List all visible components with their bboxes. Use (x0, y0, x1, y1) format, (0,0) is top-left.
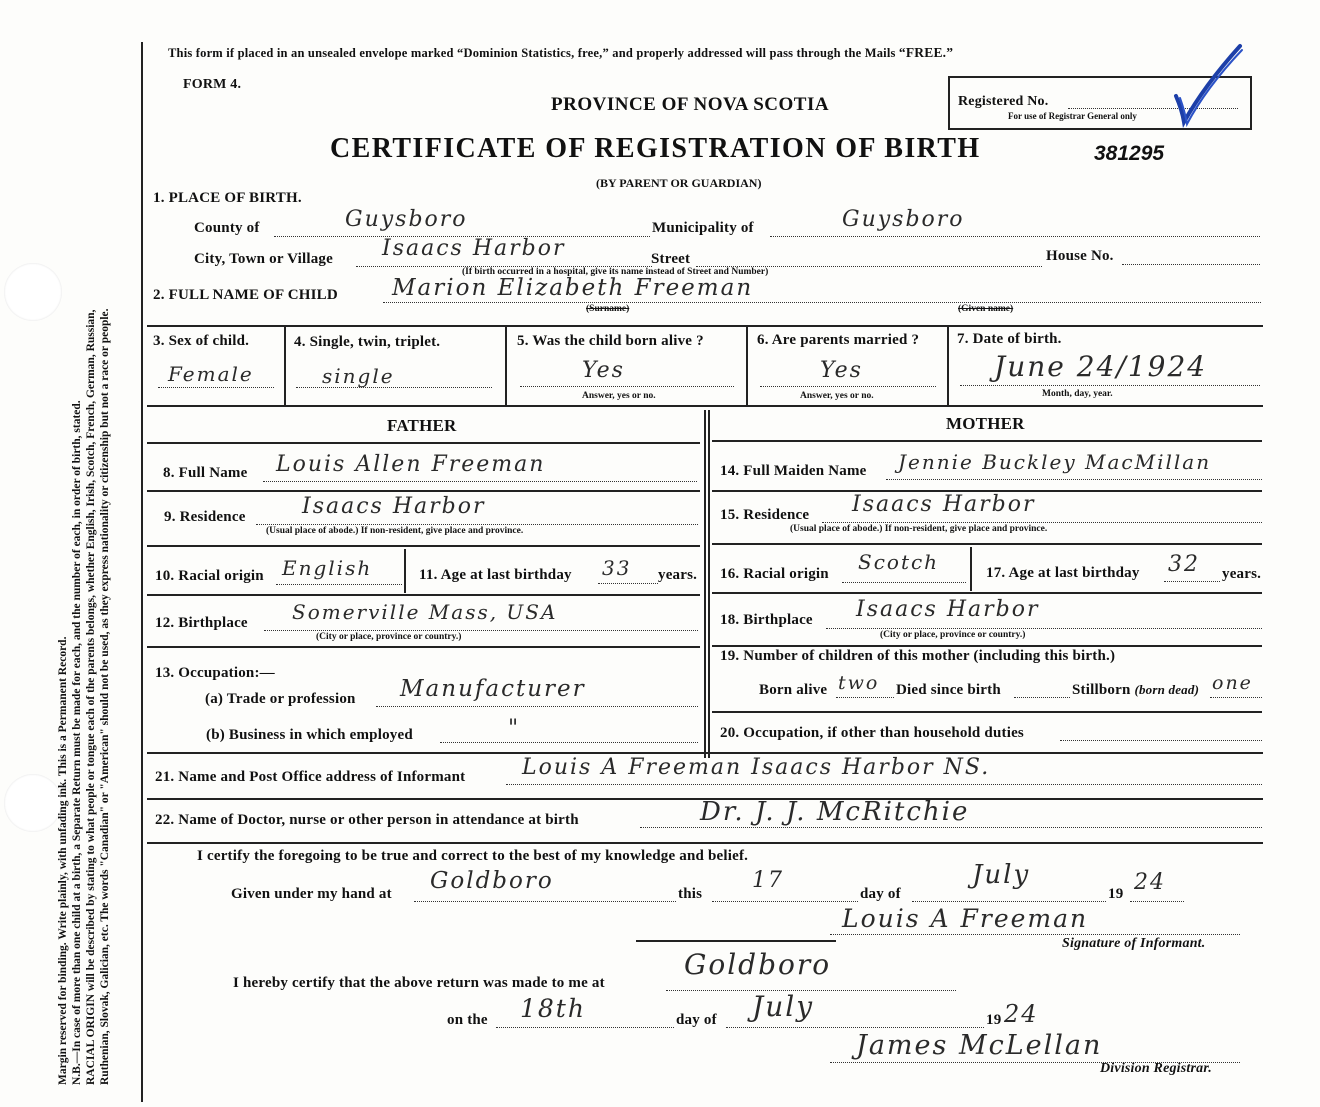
signature-dots (830, 934, 1240, 935)
child-name-dots (383, 302, 1261, 303)
stillborn-dots (1210, 697, 1262, 698)
given-label: Given under my hand at (231, 886, 392, 902)
informant-dots (506, 784, 1262, 785)
mother-birthplace-dots (826, 628, 1262, 629)
place-heading: 1. PLACE OF BIRTH. (153, 190, 302, 206)
died-dots (1014, 697, 1070, 698)
alive-value: Yes (582, 358, 625, 383)
stillborn-label (1072, 682, 1199, 699)
mother-racial-div (970, 547, 972, 591)
year-dots (1130, 901, 1184, 902)
street-label: Street (651, 251, 691, 267)
married-value: Yes (820, 358, 863, 383)
born-alive-label: Born alive (759, 682, 828, 698)
left-border (141, 42, 143, 1102)
sex-value: Female (168, 362, 254, 386)
father-birthplace-value: Somerville Mass, USA (292, 600, 558, 624)
mother-age-value: 32 (1168, 552, 1200, 577)
father-residence-label: 9. Residence (164, 509, 246, 525)
born-alive-value: two (838, 672, 880, 694)
row-3-top (147, 325, 1263, 327)
given-day-dots (712, 901, 858, 902)
father-name-label: 8. Full Name (163, 465, 248, 481)
business-label: (b) Business in which employed (206, 727, 413, 743)
father-heading: FATHER (387, 416, 457, 435)
given-place-dots (414, 901, 676, 902)
certify-statement: I certify the foregoing to be true and correct to the best of my knowledge and belief. (197, 848, 749, 864)
informant-signature: Louis A Freeman (842, 904, 1089, 933)
mother-occupation-label: 20. Occupation, if other than household duties (720, 725, 1024, 741)
registrar-month-value: July (752, 990, 815, 1023)
given-place-value: Goldboro (430, 868, 554, 894)
mother-residence-label: 15. Residence (720, 507, 810, 523)
mother-racial-dots (842, 582, 966, 583)
business-dots (440, 742, 698, 743)
mother-name-value: Jennie Buckley MacMillan (898, 450, 1212, 474)
father-age-dots (598, 583, 658, 584)
dob-note: Month, day, year. (1042, 389, 1113, 399)
mother-age-label: 17. Age at last birthday (986, 565, 1140, 581)
informant-rule-bottom (147, 842, 1263, 844)
day-of-label: day of (860, 886, 901, 902)
informant-label: 21. Name and Post Office address of Informant (155, 769, 466, 785)
father-racial-dots (276, 584, 402, 585)
row-3-bottom (147, 405, 1263, 407)
page-subtitle: (BY PARENT OR GUARDIAN) (596, 176, 762, 190)
mother-rule-4 (712, 592, 1262, 594)
dob-label: 7. Date of birth. (957, 331, 1062, 347)
hospital-note: (If birth occurred in a hospital, give its name instead of Street and Number) (462, 267, 769, 277)
county-label: County of (194, 220, 260, 236)
mother-residence-dots (822, 522, 1262, 523)
married-dots (760, 386, 936, 387)
mother-rule-5 (712, 645, 1262, 647)
doctor-value: Dr. J. J. McRitchie (700, 797, 970, 827)
registrar-divider (636, 940, 836, 942)
father-racial-label: 10. Racial origin (155, 568, 264, 584)
row-3-div-4 (947, 325, 949, 405)
sex-label: 3. Sex of child. (153, 333, 250, 349)
father-rule-4 (147, 594, 700, 596)
registrar-day-value: 18th (520, 994, 586, 1023)
given-note: (Given name) (958, 304, 1014, 314)
year-prefix: 19 (1108, 886, 1124, 902)
registrar-place-value: Goldboro (684, 948, 832, 981)
county-value: Guysboro (345, 207, 468, 232)
father-rule-2 (147, 490, 700, 492)
alive-label: 5. Was the child born alive ? (517, 333, 704, 349)
on-the-label: on the (447, 1012, 488, 1028)
father-racial-value: English (282, 556, 373, 580)
registrar-year-prefix: 19 (986, 1012, 1002, 1028)
mother-residence-note: (Usual place of abode.) If non-resident, give place and province. (790, 524, 1048, 534)
municipality-dots (770, 236, 1260, 237)
signature-caption: Signature of Informant. (1062, 936, 1206, 951)
center-divider (704, 410, 706, 758)
registrar-statement: I hereby certify that the above return was made to me at (233, 975, 605, 991)
dob-value: June 24/1924 (994, 350, 1208, 383)
registered-label: Registered No. (958, 94, 1049, 109)
checkmark-icon (1168, 38, 1248, 138)
mother-years: years. (1222, 566, 1262, 582)
sex-dots (158, 387, 274, 388)
father-name-dots (263, 481, 697, 482)
stillborn-text: Stillborn (1072, 682, 1131, 698)
father-racial-div (404, 549, 406, 593)
doctor-label: 22. Name of Doctor, nurse or other person in attendance at birth (155, 812, 579, 828)
registrar-day-of: day of (676, 1012, 717, 1028)
mail-note-text: This form if placed in an unsealed envelope marked “Dominion Statistics, free,” and properly addressed will pass through the Mails (168, 46, 896, 60)
province-title: PROVINCE OF NOVA SCOTIA (551, 94, 830, 115)
margin-note-line: N.B.—In case of more than one child at a birth, a Separate Return must be made for each, and the number of each, in order of birth, stated. (71, 400, 83, 1085)
mother-occupation-dots (1060, 740, 1262, 741)
center-divider-2 (708, 410, 710, 758)
mother-racial-value: Scotch (858, 550, 940, 574)
row-3-div-1 (284, 325, 286, 405)
year-value: 24 (1134, 870, 1166, 895)
business-value: " (508, 716, 521, 741)
children-label: 19. Number of children of this mother (including this birth.) (720, 648, 1116, 664)
margin-note-line: Ruthenian, Slovak, Galician, etc. The words "Canadian" or "American" should not be used, as they express nationality or citizenship but not a race or people. (99, 308, 111, 1085)
informant-value: Louis A Freeman Isaacs Harbor NS. (522, 755, 991, 780)
single-value: single (322, 364, 395, 388)
registered-note: For use of Registrar General only (1008, 111, 1137, 121)
father-birthplace-dots (264, 630, 698, 631)
doctor-dots (640, 827, 1262, 828)
single-label: 4. Single, twin, triplet. (294, 334, 441, 350)
father-rule-1 (147, 442, 700, 444)
mother-heading: MOTHER (946, 414, 1025, 433)
father-occupation-label: 13. Occupation:— (155, 665, 275, 681)
child-name-value: Marion Elizabeth Freeman (392, 275, 754, 301)
mother-birthplace-note: (City or place, province or country.) (880, 630, 1026, 640)
father-birthplace-note: (City or place, province or country.) (316, 632, 462, 642)
municipality-value: Guysboro (842, 207, 965, 232)
born-alive-dots (836, 697, 894, 698)
municipality-label: Municipality of (652, 220, 754, 236)
trade-label: (a) Trade or profession (205, 691, 356, 707)
alive-dots (520, 386, 734, 387)
given-month-dots (912, 901, 1106, 902)
mail-note (168, 45, 953, 61)
registrar-year-value: 24 (1004, 1000, 1039, 1028)
registrar-caption: Division Registrar. (1100, 1061, 1212, 1076)
father-rule-3 (147, 545, 700, 547)
margin-note-line: Margin reserved for binding. Write plainly, with unfading ink. This is a Permanent Record. (57, 636, 69, 1085)
father-name-value: Louis Allen Freeman (276, 452, 546, 477)
mother-rule-1 (712, 440, 1262, 442)
father-age-value: 33 (602, 556, 632, 580)
father-residence-note: (Usual place of abode.) If non-resident, give place and province. (266, 526, 524, 536)
given-day-value: 17 (752, 868, 784, 893)
died-label: Died since birth (896, 682, 1001, 698)
mother-residence-value: Isaacs Harbor (852, 492, 1036, 517)
house-dots (1122, 264, 1260, 265)
mother-name-dots (886, 479, 1262, 480)
mother-birthplace-value: Isaacs Harbor (856, 597, 1040, 622)
house-label: House No. (1046, 248, 1114, 264)
mother-name-label: 14. Full Maiden Name (720, 463, 867, 479)
dob-dots (960, 385, 1260, 386)
mother-rule-6 (712, 711, 1262, 713)
page-title: CERTIFICATE OF REGISTRATION OF BIRTH (330, 133, 981, 164)
stillborn-note: (born dead) (1134, 682, 1200, 697)
margin-note-line: RACIAL ORIGIN will be described by stating to what people or tongue each of the parents belongs, whether English, Irish, Scotch, French, German, Russian, (85, 309, 97, 1085)
registrar-month-dots (726, 1027, 984, 1028)
mother-birthplace-label: 18. Birthplace (720, 612, 813, 628)
father-rule-5 (147, 646, 700, 648)
this-label: this (678, 886, 703, 902)
registration-number: 381295 (1094, 142, 1165, 165)
child-name-label: 2. FULL NAME OF CHILD (153, 287, 338, 303)
registrar-day-dots (496, 1027, 674, 1028)
city-value: Isaacs Harbor (382, 236, 566, 261)
form-number: FORM 4. (183, 77, 242, 92)
married-note: Answer, yes or no. (800, 391, 874, 401)
margin-notes (56, 35, 112, 1085)
trade-value: Manufacturer (400, 676, 586, 702)
alive-note: Answer, yes or no. (582, 391, 656, 401)
father-residence-dots (256, 524, 698, 525)
informant-rule-top (147, 752, 1263, 754)
surname-note: (Surname) (586, 304, 630, 314)
mother-racial-label: 16. Racial origin (720, 566, 829, 582)
punch-hole-bottom (4, 774, 62, 832)
row-3-div-3 (746, 325, 748, 405)
mother-rule-3 (712, 543, 1262, 545)
father-residence-value: Isaacs Harbor (302, 494, 486, 519)
row-3-div-2 (505, 325, 507, 405)
trade-dots (376, 706, 698, 707)
father-years: years. (658, 567, 698, 583)
given-month-value: July (972, 860, 1031, 890)
father-birthplace-label: 12. Birthplace (155, 615, 248, 631)
mother-age-dots (1164, 581, 1220, 582)
father-age-label: 11. Age at last birthday (419, 567, 572, 583)
stillborn-value: one (1212, 672, 1253, 694)
mail-free: “FREE.” (898, 45, 954, 60)
married-label: 6. Are parents married ? (757, 332, 920, 348)
punch-hole-top (4, 263, 62, 321)
city-label: City, Town or Village (194, 251, 333, 267)
registrar-signature: James McLellan (856, 1030, 1103, 1061)
